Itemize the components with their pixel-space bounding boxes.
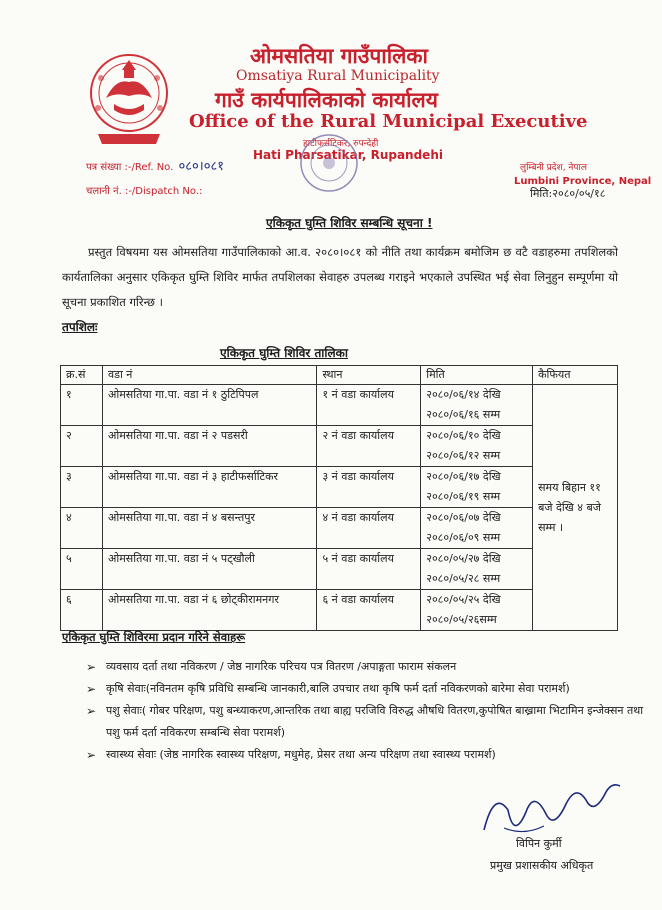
signatory-title: प्रमुख प्रशासकीय अधिकृत bbox=[490, 859, 594, 872]
date-to: २०८०/०६/१९ सम्म bbox=[426, 490, 501, 503]
place-cell: ४ नं वडा कार्यालय bbox=[317, 508, 421, 549]
ward-cell: ओमसतिया गा.पा. वडा नं २ पडसरी bbox=[102, 426, 316, 467]
address-english: Hati Pharsatikar, Rupandehi bbox=[253, 148, 443, 162]
date-from: २०८०/०६/१० देखि bbox=[426, 429, 501, 442]
list-item bbox=[86, 700, 646, 744]
list-item bbox=[86, 744, 646, 766]
col-header-ward: वडा नं bbox=[102, 366, 316, 385]
col-header-remarks: कैफियत bbox=[533, 366, 618, 385]
date-to: २०८०/०६/१२ सम्म bbox=[426, 449, 501, 462]
date-from: २०८०/०५/२७ देखि bbox=[426, 552, 501, 565]
schedule-header-row bbox=[61, 366, 618, 385]
office-stamp bbox=[298, 132, 360, 194]
service-text: व्यवसाय दर्ता तथा नविकरण / जेष्ठ नागरिक परिचय पत्र वितरण /अपाङ्गता फाराम संकलन bbox=[106, 660, 457, 673]
notice-body: प्रस्तुत विषयमा यस ओमसतिया गाउँपालिकाको आ.व. २०८०।०८१ को नीति तथा कार्यक्रम बमोजिम छ वटै वडाहरुमा तपशिलको कार्यतालिका अनुसार एकिकृत घुम्ति शिविर मार्फत तपशिलका सेवाहरु उपलब्ध गराइने भएकाले उपस्थित भई सेवा लिनुहुन सम्पूर्णमा यो सूचना प्रकाशित गरिन्छ । bbox=[62, 245, 618, 309]
arrow-bullet-icon: ➢ bbox=[86, 660, 97, 674]
date-cell bbox=[421, 549, 533, 590]
office-name-nepali: गाउँ कार्यपालिकाको कार्यालय bbox=[215, 87, 438, 112]
ref-label: पत्र संख्या :-/Ref. No. bbox=[86, 162, 174, 173]
list-item bbox=[86, 656, 646, 678]
details-heading: तपशिलः bbox=[62, 320, 98, 334]
col-header-place: स्थान bbox=[317, 366, 421, 385]
place-cell: २ नं वडा कार्यालय bbox=[317, 426, 421, 467]
place-cell: ५ नं वडा कार्यालय bbox=[317, 549, 421, 590]
sn-cell: ६ bbox=[61, 590, 103, 631]
notice-subject: एकिकृत घुम्ति शिविर सम्बन्धि सूचना ! bbox=[266, 216, 433, 230]
ward-cell: ओमसतिया गा.पा. वडा नं ३ हाटीफर्साटिकर bbox=[102, 467, 316, 508]
address-nepali: हाटीफर्सटिकर, रुपन्देही bbox=[303, 139, 379, 149]
date-cell bbox=[421, 508, 533, 549]
municipality-name-nepali: ओमसतिया गाउँपालिका bbox=[250, 43, 428, 68]
date-to: २०८०/०५/२६सम्म bbox=[426, 613, 497, 626]
list-item bbox=[86, 678, 646, 700]
date bbox=[530, 186, 605, 201]
services-title: एकिकृत घुम्ति शिविरमा प्रदान गरिने सेवाहरू bbox=[62, 630, 246, 644]
service-text: स्वास्थ्य सेवाः (जेष्ठ नागरिक स्वास्थ्य परिक्षण, मधुमेह, प्रेसर तथा अन्य परिक्षण तथा स्वास्थ्य परामर्श) bbox=[106, 748, 496, 761]
remarks-text: समय बिहान ११ बजे देखि ४ बजे सम्म । bbox=[538, 480, 601, 534]
ward-cell: ओमसतिया गा.पा. वडा नं ४ बसन्तपुर bbox=[102, 508, 316, 549]
office-name-english: Office of the Rural Municipal Executive bbox=[189, 111, 588, 132]
date-to: २०८०/०६/१६ सम्म bbox=[426, 408, 501, 421]
arrow-bullet-icon: ➢ bbox=[86, 748, 97, 762]
ward-cell: ओमसतिया गा.पा. वडा नं ६ छोट्कीरामनगर bbox=[102, 590, 316, 631]
col-header-date: मिति bbox=[421, 366, 533, 385]
date-cell bbox=[421, 385, 533, 426]
dispatch-number-label: चलानी नं. :-/Dispatch No.: bbox=[86, 186, 203, 197]
sn-cell: १ bbox=[61, 385, 103, 426]
municipality-emblem bbox=[86, 48, 172, 150]
place-cell: १ नं वडा कार्यालय bbox=[317, 385, 421, 426]
date-from: २०८०/०६/१७ देखि bbox=[426, 470, 501, 483]
date-cell bbox=[421, 426, 533, 467]
reference-number bbox=[86, 156, 224, 174]
sn-cell: ३ bbox=[61, 467, 103, 508]
signatory-name: विपिन कुर्मी bbox=[516, 837, 562, 850]
arrow-bullet-icon: ➢ bbox=[86, 682, 97, 696]
sn-cell: २ bbox=[61, 426, 103, 467]
ward-cell: ओमसतिया गा.पा. वडा नं ५ पट्खौली bbox=[102, 549, 316, 590]
service-text: कृषि सेवाः(नविनतम कृषि प्रविधि सम्बन्धि जानकारी,बालि उपचार तथा कृषि फर्म दर्ता नविकरणको बारेमा सेवा परामर्श) bbox=[106, 682, 570, 695]
place-cell: ६ नं वडा कार्यालय bbox=[317, 590, 421, 631]
date-from: २०८०/०६/१४ देखि bbox=[426, 388, 501, 401]
date-cell bbox=[421, 467, 533, 508]
ref-value: ०८०।०८१ bbox=[178, 159, 224, 174]
sn-cell: ५ bbox=[61, 549, 103, 590]
municipality-name-english: Omsatiya Rural Municipality bbox=[236, 68, 440, 84]
sn-cell: ४ bbox=[61, 508, 103, 549]
schedule-title: एकिकृत घुम्ति शिविर तालिका bbox=[220, 346, 348, 360]
remarks-cell bbox=[533, 385, 618, 631]
date-value: २०८०/०५/१८ bbox=[552, 187, 606, 200]
service-text: पशु सेवाः( गोबर परिक्षण, पशु बन्ध्याकरण,आन्तरिक तथा बाह्य परजिवि विरुद्ध औषधि वितरण,कुपोषित बाख्रामा भिटामिन इन्जेक्सन तथा पशु फर्म दर्ता नविकरण सम्बन्धि सेवा परामर्श) bbox=[106, 704, 644, 739]
date-cell bbox=[421, 590, 533, 631]
col-header-sn: क्र.सं bbox=[61, 366, 103, 385]
schedule-table bbox=[60, 365, 618, 631]
date-to: २०८०/०५/२८ सम्म bbox=[426, 572, 501, 585]
ward-cell: ओमसतिया गा.पा. वडा नं १ ठुटिपिपल bbox=[102, 385, 316, 426]
place-cell: ३ नं वडा कार्यालय bbox=[317, 467, 421, 508]
services-list bbox=[86, 656, 646, 766]
date-to: २०८०/०६/०९ सम्म bbox=[426, 531, 501, 544]
date-from: २०८०/०५/२५ देखि bbox=[426, 593, 501, 606]
date-from: २०८०/०६/०७ देखि bbox=[426, 511, 501, 524]
date-label: मिति: bbox=[530, 187, 553, 200]
province-nepali: लुम्बिनी प्रदेश, नेपाल bbox=[520, 163, 587, 173]
arrow-bullet-icon: ➢ bbox=[86, 704, 97, 718]
province-english: Lumbini Province, Nepal bbox=[514, 176, 652, 187]
table-row bbox=[61, 385, 618, 426]
